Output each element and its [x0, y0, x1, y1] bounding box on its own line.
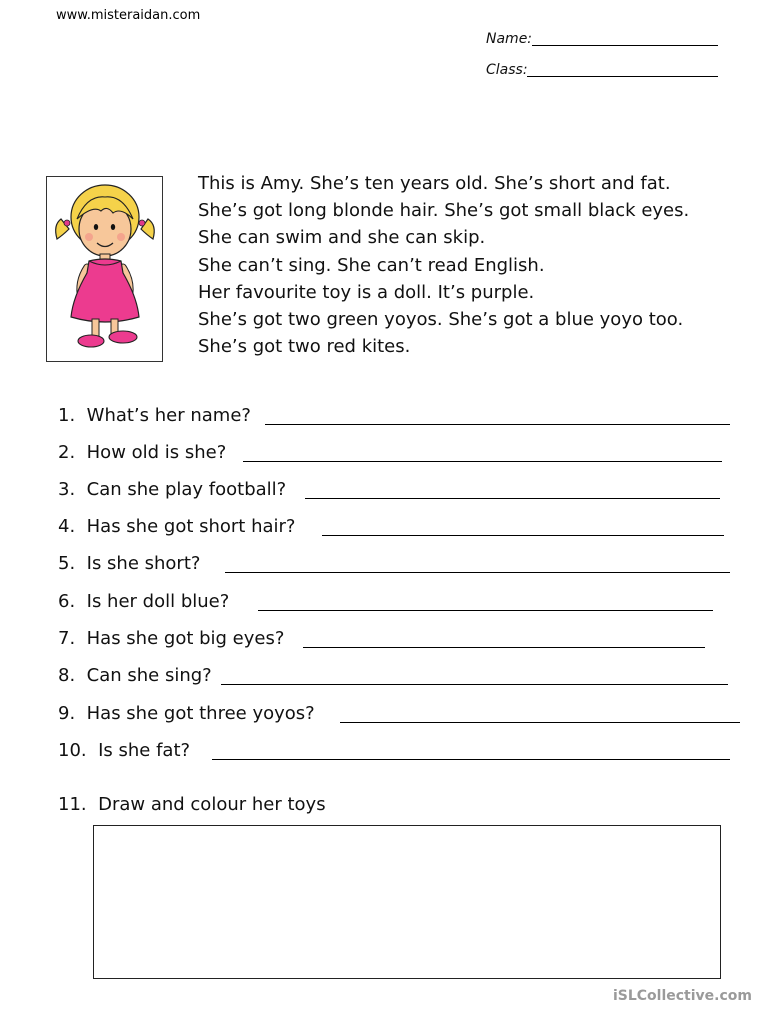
story-line: She can’t sing. She can’t read English.: [198, 254, 545, 276]
question-11: [58, 794, 326, 815]
answer-line-4[interactable]: [322, 535, 724, 536]
question-text: How old is she?: [86, 442, 227, 463]
answer-line-10[interactable]: [212, 759, 730, 760]
question-1: [58, 405, 251, 426]
question-number: 4.: [58, 516, 76, 537]
story-line: She’s got two red kites.: [198, 336, 411, 358]
name-answer-line[interactable]: [532, 45, 718, 46]
story-line: She’s got long blonde hair. She’s got small black eyes.: [198, 200, 690, 222]
girl-illustration-icon: [47, 177, 162, 361]
question-number: 3.: [58, 479, 76, 500]
question-2: [58, 442, 226, 463]
question-text: What’s her name?: [86, 405, 251, 426]
question-text: Draw and colour her toys: [98, 794, 326, 815]
question-text: Has she got three yoyos?: [86, 703, 315, 724]
question-text: Is she short?: [86, 553, 201, 574]
story-line: Her favourite toy is a doll. It’s purple.: [198, 281, 535, 303]
illustration-frame: [46, 176, 163, 362]
watermark: iSLCollective.com: [612, 988, 752, 1004]
question-number: 10.: [58, 740, 87, 761]
question-number: 5.: [58, 553, 76, 574]
site-url: www.misteraidan.com: [56, 8, 201, 23]
question-9: [58, 703, 315, 724]
answer-line-5[interactable]: [225, 572, 730, 573]
question-number: 6.: [58, 591, 76, 612]
question-3: [58, 479, 286, 500]
answer-line-8[interactable]: [221, 684, 728, 685]
question-text: Has she got short hair?: [86, 516, 296, 537]
question-5: [58, 553, 200, 574]
answer-line-6[interactable]: [258, 610, 713, 611]
answer-line-2[interactable]: [243, 461, 722, 462]
question-6: [58, 591, 229, 612]
question-number: 2.: [58, 442, 76, 463]
story-line: She can swim and she can skip.: [198, 227, 486, 249]
question-text: Is her doll blue?: [86, 591, 230, 612]
question-4: [58, 516, 295, 537]
question-7: [58, 628, 284, 649]
story-line: She’s got two green yoyos. She’s got a blue yoyo too.: [198, 309, 684, 331]
class-answer-line[interactable]: [527, 76, 718, 77]
question-text: Has she got big eyes?: [86, 628, 285, 649]
question-number: 11.: [58, 794, 87, 815]
answer-line-1[interactable]: [265, 424, 730, 425]
story-line: This is Amy. She’s ten years old. She’s short and fat.: [198, 173, 671, 194]
drawing-box[interactable]: [93, 825, 721, 979]
answer-line-7[interactable]: [303, 647, 705, 648]
question-number: 8.: [58, 665, 76, 686]
question-text: Is she fat?: [98, 740, 191, 761]
question-8: [58, 665, 212, 686]
question-number: 7.: [58, 628, 76, 649]
class-label: Class:: [486, 62, 528, 78]
question-number: 9.: [58, 703, 76, 724]
question-number: 1.: [58, 405, 76, 426]
question-text: Can she play football?: [86, 479, 287, 500]
question-text: Can she sing?: [86, 665, 212, 686]
question-10: [58, 740, 190, 761]
story-text: [198, 170, 689, 360]
answer-line-9[interactable]: [340, 722, 740, 723]
name-label: Name:: [486, 31, 533, 47]
answer-line-3[interactable]: [305, 498, 720, 499]
